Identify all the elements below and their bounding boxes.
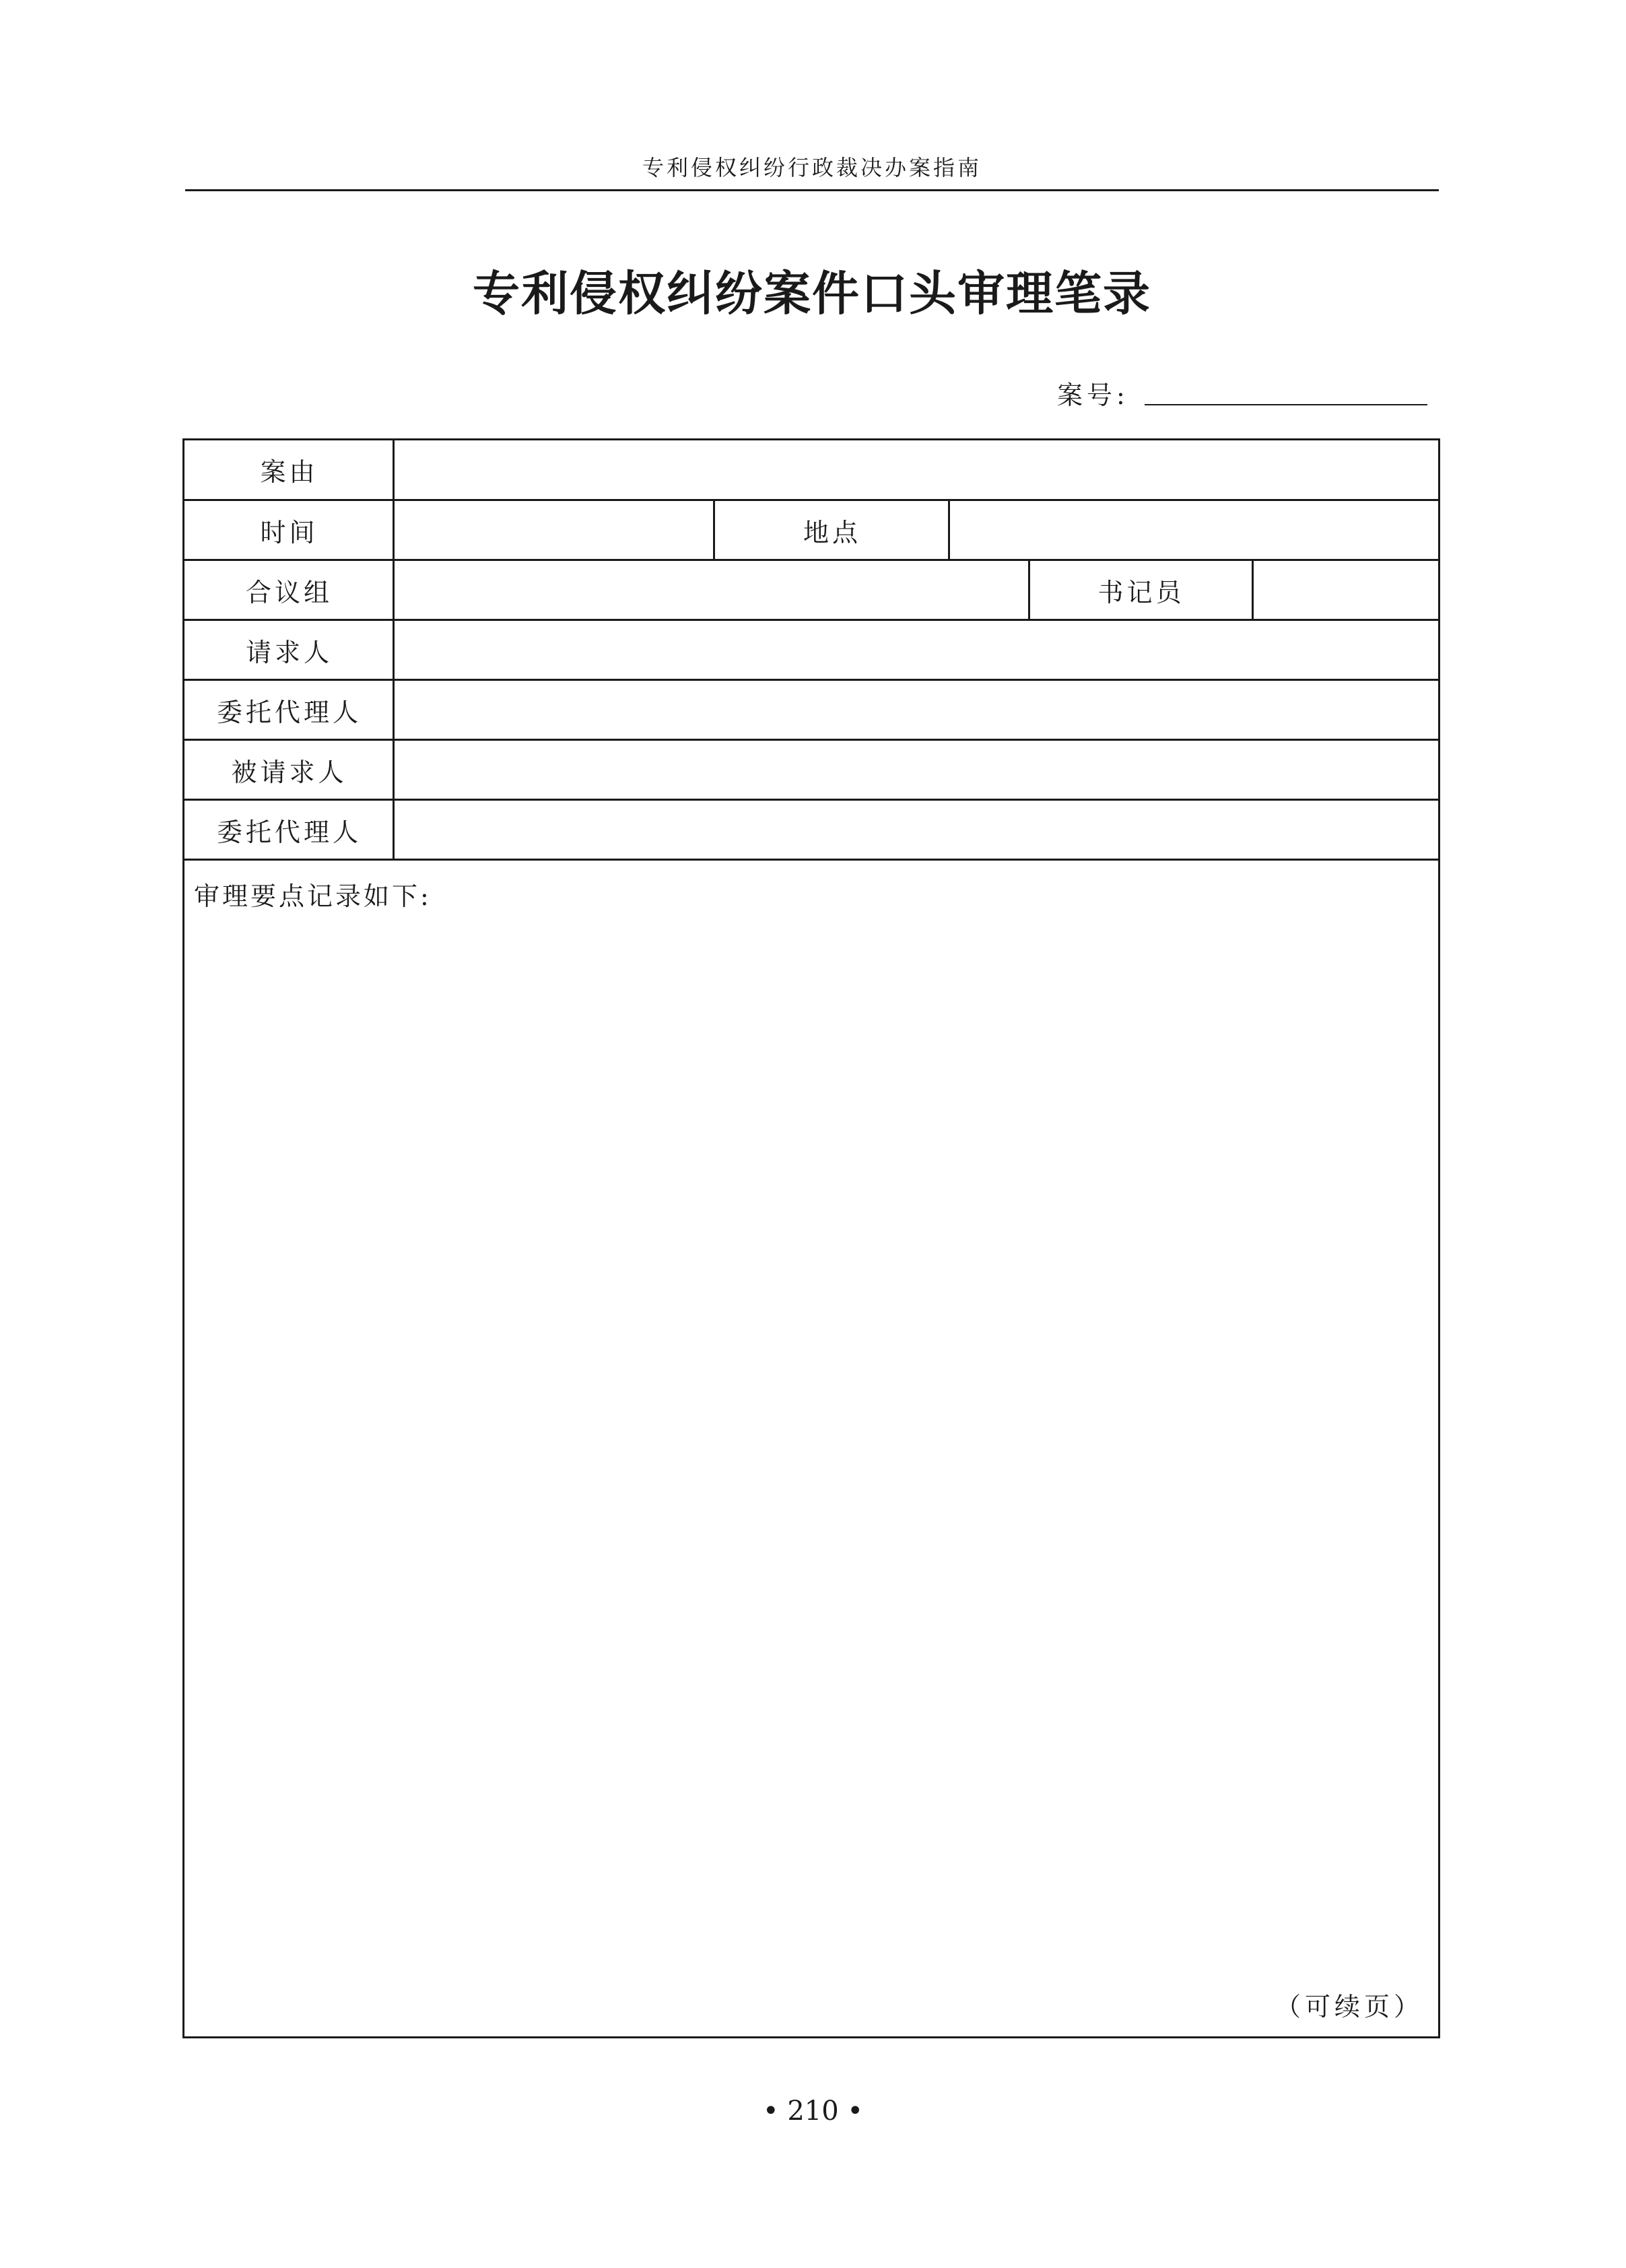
row-time-place — [184, 501, 1438, 561]
row-label: 委托代理人 — [216, 697, 362, 727]
row-label: 委托代理人 — [216, 817, 362, 847]
row-respondent-agent — [184, 801, 1438, 861]
time-field[interactable] — [395, 501, 714, 559]
respondent-field[interactable] — [395, 741, 1438, 799]
row-label: 请求人 — [245, 637, 333, 667]
row-panel-clerk — [184, 561, 1438, 621]
clerk-label: 书记员 — [1097, 577, 1185, 607]
cause-field[interactable] — [395, 440, 1438, 499]
case-number-label: 案号: — [1057, 380, 1129, 410]
row-respondent — [184, 741, 1438, 801]
header-rule — [185, 189, 1439, 191]
clerk-field[interactable] — [1254, 561, 1438, 619]
row-cause — [184, 440, 1438, 501]
running-header: 专利侵权纠纷行政裁决办案指南 — [642, 155, 982, 180]
document-title: 专利侵权纠纷案件口头审理笔录 — [473, 265, 1151, 321]
row-petitioner-agent — [184, 681, 1438, 741]
hearing-record-form — [182, 438, 1440, 2038]
place-field[interactable] — [950, 501, 1438, 559]
row-label: 被请求人 — [231, 757, 347, 787]
page-number: • 210 • — [763, 2096, 863, 2127]
continue-note: （可续页） — [1275, 1992, 1423, 2022]
panel-field[interactable] — [395, 561, 1029, 619]
notes-label: 审理要点记录如下: — [194, 881, 432, 911]
petitioner-field[interactable] — [395, 621, 1438, 679]
respondent-agent-field[interactable] — [395, 801, 1438, 859]
notes-area[interactable] — [184, 861, 1438, 2036]
case-number-field[interactable] — [1145, 404, 1427, 405]
row-label: 时间 — [260, 517, 318, 547]
row-label: 案由 — [260, 457, 318, 487]
petitioner-agent-field[interactable] — [395, 681, 1438, 739]
place-label: 地点 — [803, 517, 861, 547]
row-petitioner — [184, 621, 1438, 681]
row-label: 合议组 — [245, 577, 333, 607]
